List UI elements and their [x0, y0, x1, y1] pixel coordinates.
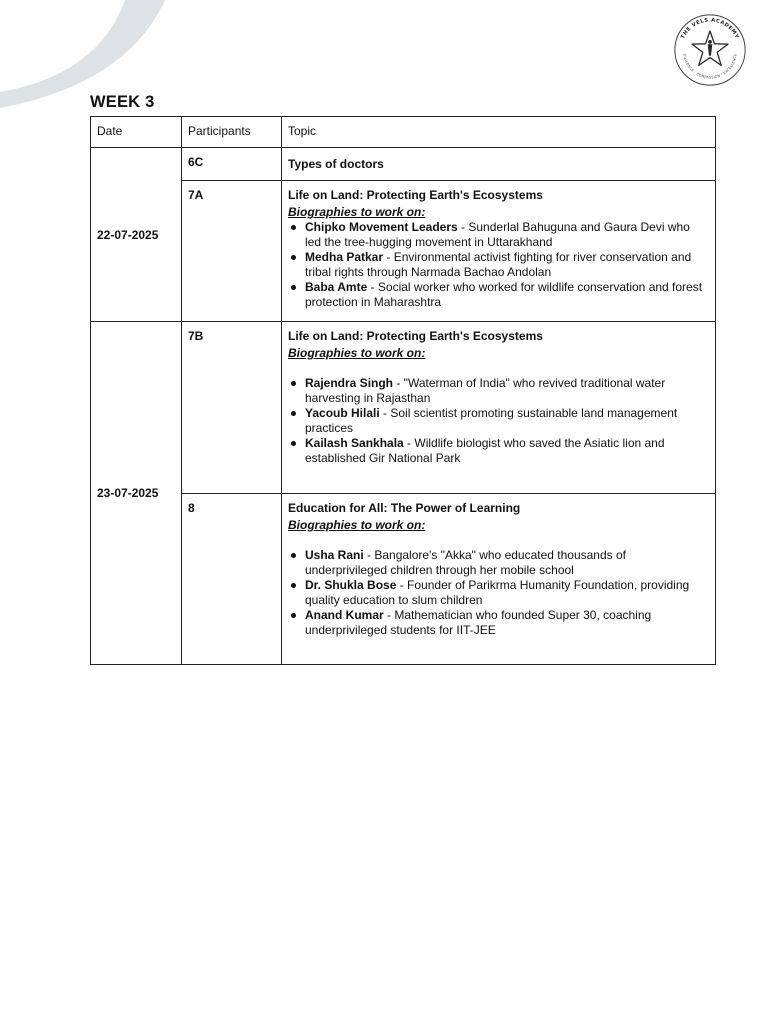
biography-name: Chipko Movement Leaders	[305, 220, 458, 234]
topic-cell	[282, 181, 716, 322]
biography-list	[288, 376, 709, 466]
table-header-row	[91, 117, 716, 148]
list-item	[288, 406, 709, 436]
biography-name: Dr. Shukla Bose	[305, 578, 397, 592]
topic-title: Life on Land: Protecting Earth's Ecosystems	[288, 188, 543, 202]
table-row	[91, 494, 716, 665]
topic-title: Education for All: The Power of Learning	[288, 501, 521, 515]
biography-name: Anand Kumar	[305, 608, 384, 622]
list-item	[288, 548, 709, 578]
participants-cell: 7A	[182, 181, 282, 322]
academy-logo	[672, 12, 748, 88]
header-participants: Participants	[182, 117, 282, 148]
participants-cell: 7B	[182, 322, 282, 494]
biography-description: - Bangalore's "Akka" who educated thousands of underprivileged children through her mobile school	[305, 548, 626, 577]
biography-description: - Social worker who worked for wildlife conservation and forest protection in Maharashtra	[305, 280, 703, 309]
week-title: WEEK 3	[90, 93, 155, 111]
biography-description: - Wildlife biologist who saved the Asiatic lion and established Gir National Park	[305, 436, 665, 465]
topic-title: Life on Land: Protecting Earth's Ecosystems	[288, 329, 543, 343]
header-date: Date	[91, 117, 182, 148]
biography-name: Medha Patkar	[305, 250, 384, 264]
topic-cell	[282, 494, 716, 665]
biographies-label: Biographies to work on:	[288, 346, 426, 360]
list-item	[288, 376, 709, 406]
table-row	[91, 181, 716, 322]
biography-description: - Founder of Parikrma Humanity Foundation, providing quality education to slum children	[305, 578, 690, 607]
biography-description: - Soil scientist promoting sustainable land management practices	[305, 406, 678, 435]
torch-icon	[708, 44, 713, 55]
svg-text:THE VELS ACADEMY: THE VELS ACADEMY	[680, 17, 740, 40]
table-row	[91, 322, 716, 494]
table-row	[91, 148, 716, 181]
biography-name: Yacoub Hilali	[305, 406, 380, 420]
topic-title: Types of doctors	[288, 157, 384, 171]
list-item	[288, 578, 709, 608]
biography-list	[288, 220, 709, 310]
header-topic: Topic	[282, 117, 716, 148]
biography-name: Baba Amte	[305, 280, 368, 294]
biography-name: Usha Rani	[305, 548, 364, 562]
date-cell: 22-07-2025	[91, 148, 182, 322]
topic-cell	[282, 322, 716, 494]
svg-text:DILIGENCE · COMPASSION · EXCEL: DILIGENCE · COMPASSION · EXCELLENCE	[682, 53, 738, 80]
list-item	[288, 280, 709, 310]
biographies-label: Biographies to work on:	[288, 205, 426, 219]
biography-description: - Sunderlal Bahuguna and Gaura Devi who led the tree-hugging movement in Uttarakhand	[305, 220, 690, 249]
topic-cell	[282, 148, 716, 181]
biography-list	[288, 548, 709, 638]
biography-description: - Environmental activist fighting for river conservation and tribal rights through Narmada Bachao Andolan	[305, 250, 692, 279]
biography-description: - "Waterman of India" who revived traditional water harvesting in Rajasthan	[305, 376, 666, 405]
participants-cell: 6C	[182, 148, 282, 181]
list-item	[288, 220, 709, 250]
biographies-label: Biographies to work on:	[288, 518, 426, 532]
schedule-table	[90, 116, 716, 665]
corner-arc-shape	[0, 0, 165, 108]
participants-cell: 8	[182, 494, 282, 665]
list-item	[288, 608, 709, 638]
biography-description: - Mathematician who founded Super 30, coaching underprivileged students for IIT-JEE	[305, 608, 652, 637]
date-cell: 23-07-2025	[91, 322, 182, 665]
list-item	[288, 436, 709, 466]
list-item	[288, 250, 709, 280]
biography-name: Rajendra Singh	[305, 376, 394, 390]
biography-name: Kailash Sankhala	[305, 436, 404, 450]
